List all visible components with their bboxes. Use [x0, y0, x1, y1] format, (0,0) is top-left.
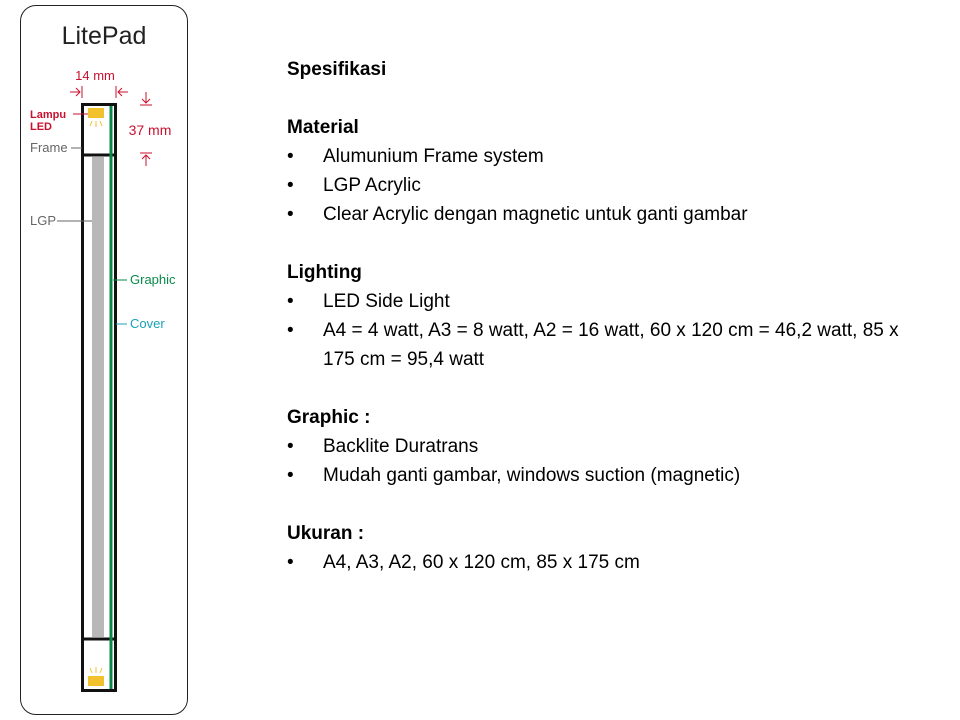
spec-list [287, 142, 927, 229]
item-text: Mudah ganti gambar, windows suction (magnetic) [323, 465, 741, 486]
section-material [287, 113, 927, 229]
dim-width-arrows [70, 86, 128, 98]
section-heading: Ukuran : [287, 523, 365, 544]
item-text: LED Side Light [323, 291, 450, 312]
diagram-title: LitePad [61, 22, 147, 50]
list-item [287, 461, 927, 490]
dim-width-label: 14 mm [75, 68, 115, 83]
item-text: A4, A3, A2, 60 x 120 cm, 85 x 175 cm [323, 552, 640, 573]
bullet-icon: • [287, 465, 294, 486]
list-item [287, 316, 927, 374]
section-heading: Lighting [287, 262, 362, 283]
bullet-icon: • [287, 146, 294, 167]
specification-panel [287, 55, 927, 577]
spec-list [287, 432, 927, 490]
list-item [287, 548, 927, 577]
item-text: Clear Acrylic dengan magnetic untuk ganti gambar [323, 204, 748, 225]
bullet-icon: • [287, 175, 294, 196]
spec-list [287, 287, 927, 374]
bullet-icon: • [287, 320, 294, 341]
section-heading: Graphic : [287, 407, 371, 428]
section-heading: Material [287, 117, 359, 138]
dim-height-label: 37 mm [128, 122, 172, 138]
label-frame: Frame [30, 140, 68, 155]
label-lgp: LGP [30, 213, 57, 228]
list-item [287, 287, 927, 316]
lgp-panel [92, 157, 104, 637]
list-item [287, 171, 927, 200]
spec-title: Spesifikasi [287, 59, 387, 80]
item-text: A4 = 4 watt, A3 = 8 watt, A2 = 16 watt, 60 x 120 cm = 46,2 watt, 85 x 175 cm = 95,4 watt [323, 320, 899, 370]
item-text: LGP Acrylic [323, 175, 421, 196]
bullet-icon: • [287, 204, 294, 225]
bullet-icon: • [287, 291, 294, 312]
item-text: Backlite Duratrans [323, 436, 479, 457]
section-graphic [287, 403, 927, 490]
list-item [287, 432, 927, 461]
label-lampu: Lampu [30, 109, 67, 121]
led-bottom [88, 676, 104, 686]
section-lighting [287, 258, 927, 374]
section-ukuran [287, 519, 927, 577]
label-graphic: Graphic [130, 272, 176, 287]
list-item [287, 200, 927, 229]
led-bottom-rays [90, 667, 102, 673]
led-top [88, 108, 104, 118]
bullet-icon: • [287, 436, 294, 457]
led-top-rays [90, 121, 102, 127]
spec-list [287, 548, 927, 577]
label-cover: Cover [130, 316, 165, 331]
list-item [287, 142, 927, 171]
label-led: LED [30, 121, 52, 133]
item-text: Alumunium Frame system [323, 146, 544, 167]
bullet-icon: • [287, 552, 294, 573]
